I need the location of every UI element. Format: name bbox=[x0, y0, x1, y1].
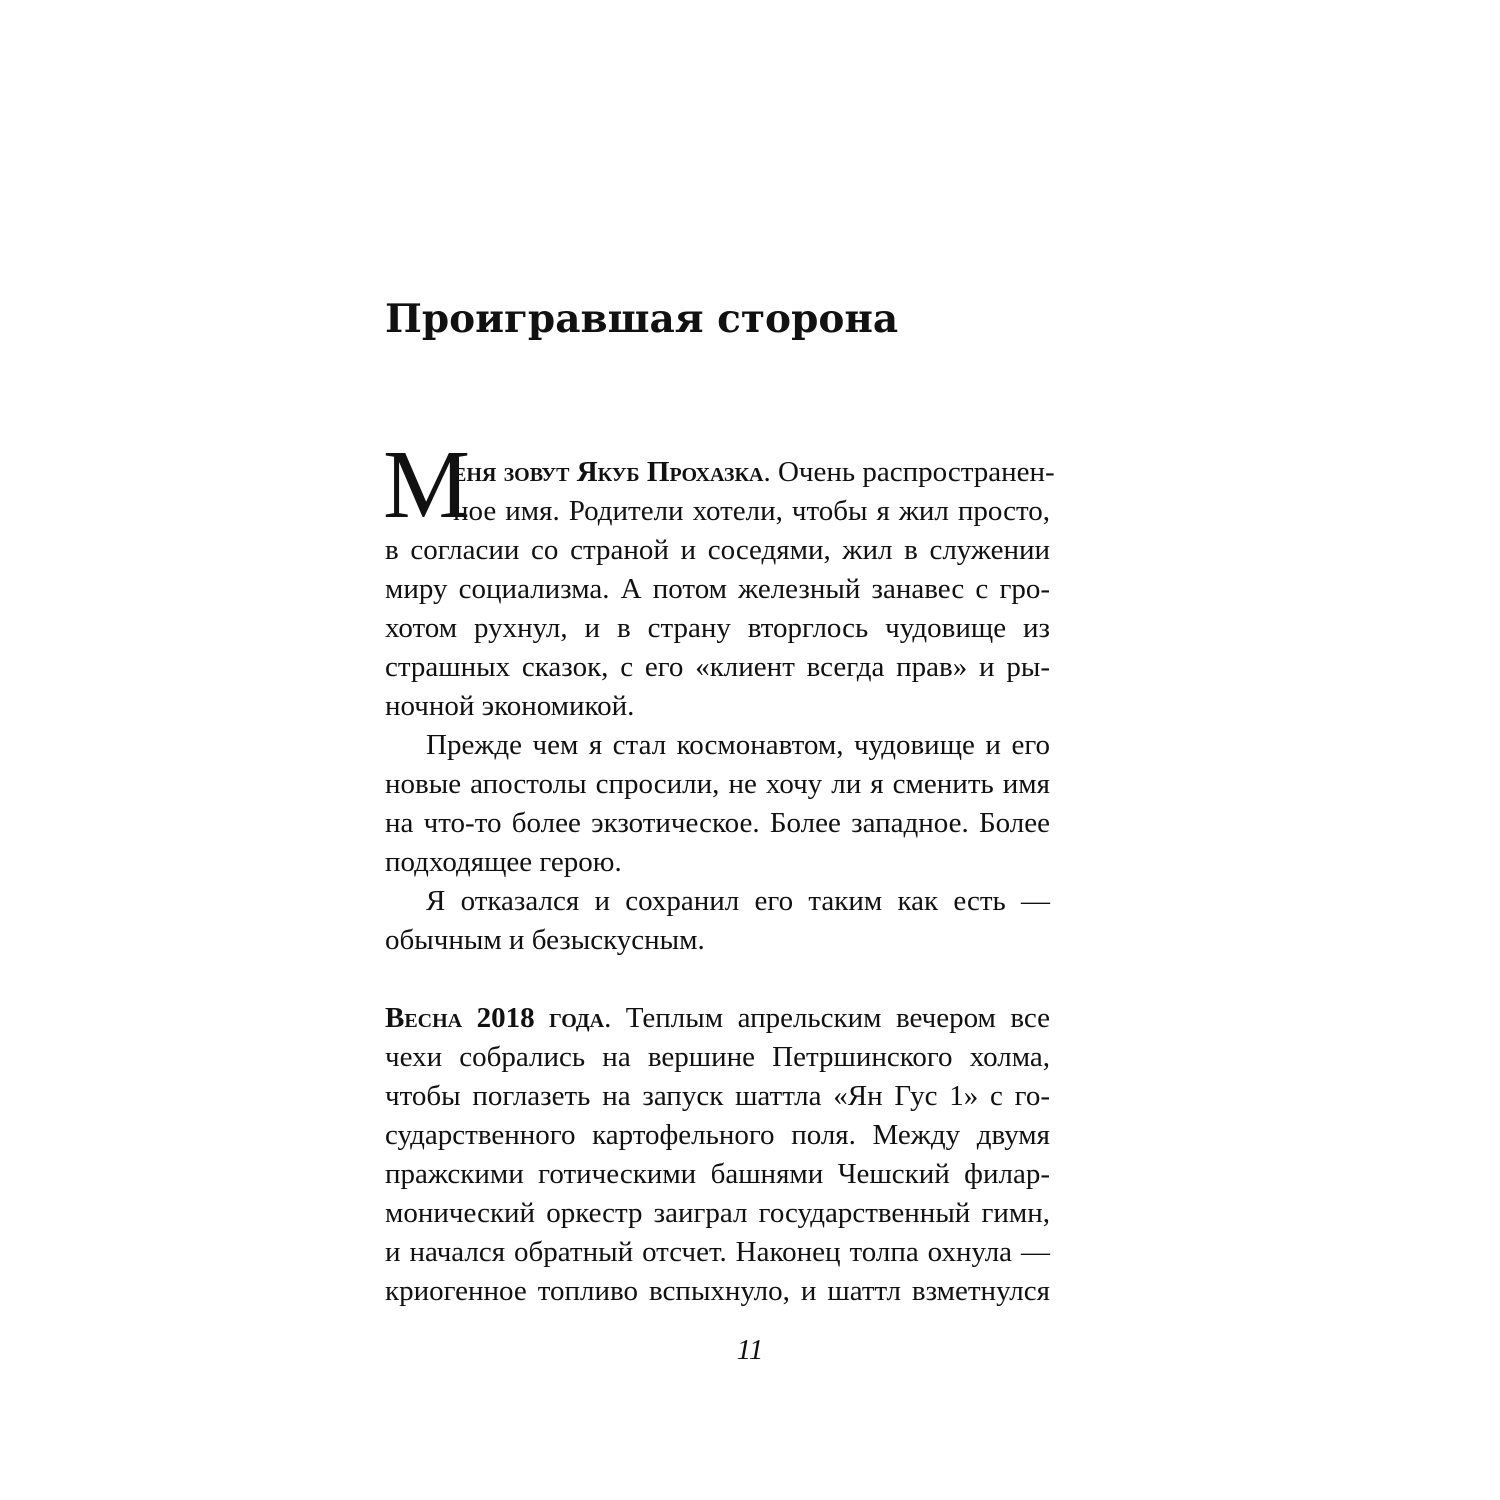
paragraph-4-line-8: криогенное топливо вспыхнуло, и шаттл взметнулся bbox=[385, 1275, 1050, 1307]
paragraph-1-line-7: ночной экономикой. bbox=[385, 690, 635, 722]
chapter-title: Проигравшая сторона bbox=[385, 296, 899, 342]
lead-rest: . Очень распространен- bbox=[763, 456, 1055, 488]
paragraph-1-line-5: хотом рухнул, и в страну вторглось чудовище из bbox=[385, 612, 1050, 644]
paragraph-3-line-2: обычным и безыскусным. bbox=[385, 924, 705, 956]
paragraph-1-line-3: в согласии со страной и соседями, жил в служении bbox=[385, 534, 1050, 566]
section-lead-rest: . Теплым апрельским вечером все bbox=[604, 1002, 1050, 1034]
lead-small-caps: еня зовут Якуб Прохазка bbox=[453, 456, 764, 488]
paragraph-3-line-1: Я отказался и сохранил его таким как есть — bbox=[426, 885, 1050, 917]
paragraph-1-line-2: ное имя. Родители хотели, чтобы я жил просто, bbox=[453, 495, 1050, 527]
paragraph-4-line-5: пражскими готическими башнями Чешский филар- bbox=[385, 1158, 1050, 1190]
paragraph-2-line-3: на что-то более экзотическое. Более западное. Более bbox=[385, 807, 1050, 839]
paragraph-1-line-6: страшных сказок, с его «клиент всегда прав» и ры- bbox=[385, 651, 1050, 683]
paragraph-4-line-1 bbox=[385, 998, 1050, 1038]
paragraph-2-line-1: Прежде чем я стал космонавтом, чудовище и его bbox=[426, 729, 1050, 761]
page-number: 11 bbox=[736, 1334, 764, 1366]
paragraph-4-line-7: и начался обратный отсчет. Наконец толпа охнула — bbox=[385, 1236, 1050, 1268]
paragraph-2-line-2: новые апостолы спросили, не хочу ли я сменить имя bbox=[385, 768, 1050, 800]
paragraph-4-line-3: чтобы поглазеть на запуск шаттла «Ян Гус 1» с го- bbox=[385, 1080, 1050, 1112]
drop-cap: М bbox=[383, 431, 471, 539]
paragraph-4-line-2: чехи собрались на вершине Петршинского холма, bbox=[385, 1041, 1050, 1073]
paragraph-4-line-6: монический оркестр заиграл государственный гимн, bbox=[385, 1197, 1050, 1229]
paragraph-1-line-1 bbox=[453, 452, 1055, 492]
paragraph-1-line-4: миру социализма. А потом железный занавес с гро- bbox=[385, 573, 1050, 605]
section-lead-small-caps: Весна 2018 года bbox=[385, 1002, 605, 1034]
paragraph-4-line-4: сударственного картофельного поля. Между двумя bbox=[385, 1119, 1050, 1151]
paragraph-2-line-4: подходящее герою. bbox=[385, 846, 622, 878]
